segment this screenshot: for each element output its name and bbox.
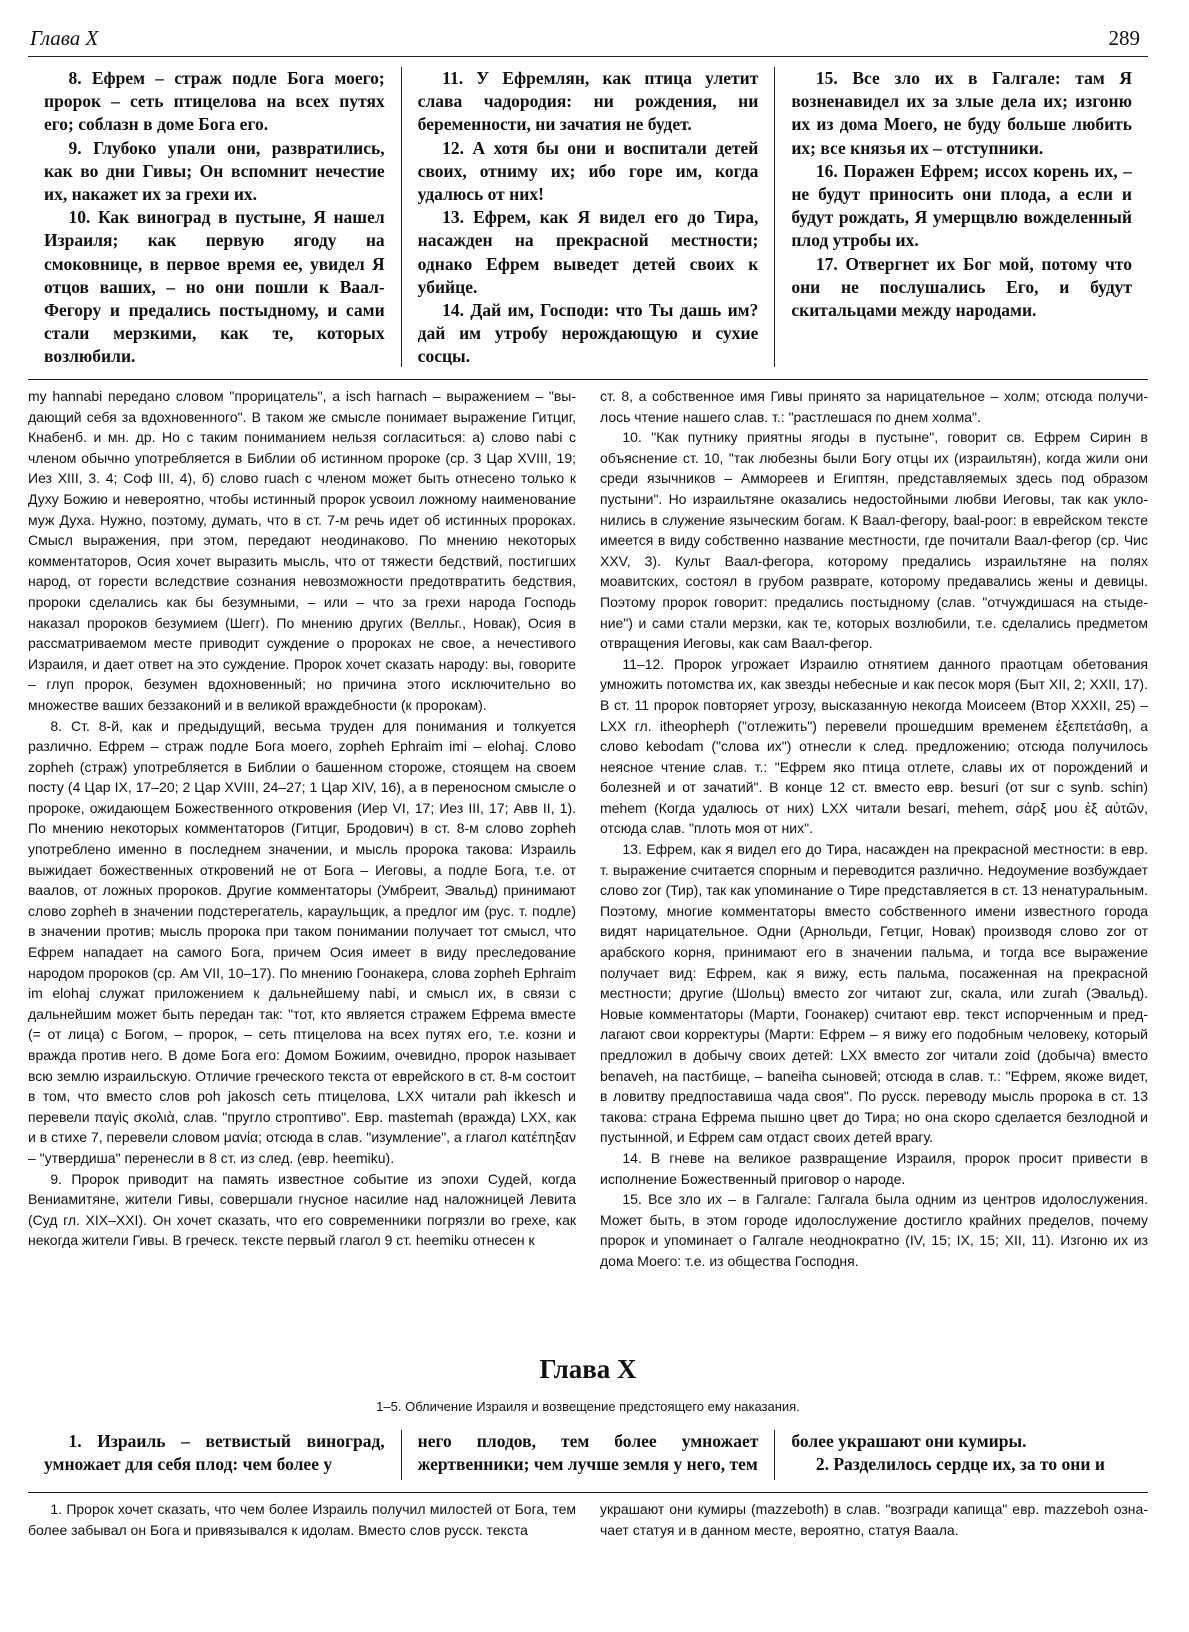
commentary-paragraph: украшают они кумиры (mazzeboth) в слав. "возгради капища" евр. mazzeboh означает статуя и в данном месте, вероятно, статуя Ваала. xyxy=(600,1501,1148,1538)
commentary-paragraph: my hannabi передано словом "прорицатель", а isch harnach – выражением – "выдающий себя за вдохновенного". В таком же смысле понимает выражение Гитциг, Кнабенб. и мн. др. Но с таким пониманием нельзя согласиться: а) слово nabi с членом обычно употребляется в Библии об истинном пророке (ср. 3 Цар XVIII, 19; Иез XIII, 3. 4; Соф III, 4), б) слово ruach с членом может быть отнесено только к Духу Божию и невероятно, чтобы истинный пророк усвоил ложному наименование муж Духа. Нужно, поэтому, думать, что в ст. 7-м речь идет об истинных пророках. Смысл выражения, при этом, передают неодинаково. По мнению некоторых комментаторов, Осия хочет выразить мысль, что от тяжести бедствий, постигших народ, от горести вследствие сознания невозможности предотвратить бедствия, пророки сделались как бы безумными, – или – что за грехи народа Господь наказал пророков безумием (Шегг). По мнению других (Велльг., Новак), Осия в рассматриваемом месте приводит суждение о пророках не свое, а нечестивого Израиля, и дает ответ на это суждение. Пророк хочет сказать народу: вы, говорите – глуп пророк, безумен вдохновенный; но причина этого исключительно во множестве ваших беззаконий и в великой враждебности (к пророкам). xyxy=(28,388,576,713)
verse-1-continued: него плодов, тем более умножает жертвенники; чем лучше земля у него, тем xyxy=(417,1431,759,1475)
book-page xyxy=(28,22,1148,1622)
verse-11: 11. У Ефремлян, как птица улетит слава чадородия: ни рождения, ни беременности, ни зачатия не будет. xyxy=(417,68,759,135)
page-number: 289 xyxy=(1108,26,1140,50)
commentary-paragraph: 15. Все зло их – в Галгале: Галгала была одним из центров идолослужения. Может быть, в этом городе идолослужение достигло крайних пределов, почему пророк и упоминает о Галгале неоднократно (IV, 15; IX, 15; XII, 11). Изгоню их из дома Моего: т.е. из общества Господня. xyxy=(600,1191,1148,1269)
commentary-paragraph: 1. Пророк хочет сказать, что чем более Израиль получил милостей от Бога, тем более забывал он Бога и привязывался к идолам. Вместо слов русск. текста xyxy=(28,1501,576,1538)
scripture-column-2 xyxy=(401,67,775,367)
verse-10: 10. Как виноград в пустыне, Я нашел Израиля; как первую ягоду на смоковнице, в первое время ее, увидел Я отцов ваших, – но они пошли к Ваал-Фегору и предались постыдному, и сами стали мерзкими, как те, которых возлюбили. xyxy=(44,207,385,367)
scripture-column-1 xyxy=(28,67,401,367)
scripture-column-1 xyxy=(28,1430,401,1480)
scripture-column-3 xyxy=(774,67,1148,367)
verse-14: 14. Дай им, Господи: что Ты дашь им? дай им утробу нерождающую и сухие сосцы. xyxy=(417,300,759,367)
verse-13: 13. Ефрем, как Я видел его до Тира, насажден на прекрасной местности; однако Ефрем выведет детей своих к убийце. xyxy=(417,207,759,297)
verse-17: 17. Отвергнет их Бог мой, потому что они не послушались Его, и будут скитальцами между народами. xyxy=(791,253,1133,321)
commentary-column-right xyxy=(600,386,1148,1338)
commentary-paragraph: 8. Ст. 8-й, как и предыдущий, весьма труден для понимания и толкуется различно. Ефрем – страж подле Бога моего, zopheh Ephraim imi – elohaj. Слово zopheh (страж) употребляется в Библии о башенном сторожe, стоящем на своем посту (4 Цар IX, 17–20; 2 Цар XVIII, 24–27; 1 Цар XIV, 16), а в переносном смысле о пророке, ожидающем Божественного откровения (Иер VI, 17; Иез III, 17; Авв II, 1). По мнению некоторых комментаторов (Гитциг, Бродович) в ст. 8-м слово zopheh употреблено именно в последнем значении, и мысль пророка такова: Израиль выжидает божественных откровений не от Бога – Иеговы, а подле Бога, т.е. от ваалов, от ложных пророков. Другие комментаторы (Умбреит, Эвальд) принимают слово zopheh в значении подстерегатель, караульщик, а предлог им (рус. т. подле) в значении против; мысль пророка при таком понимании получает тот смысл, что Ефрем нападает на самого Бога, причем Осия имеет в виду преследование народом пророков (ср. Ам VII, 10–17). По мнению Гоонакера, слова zopheh Ephraim im elohaj служат приложением к дальнейшему nabi, и смысл их, в связи с дальнейшим может быть передан так: "тот, кто является стражем Ефрема вместе (= от лица) с Богом, – пророк, – сеть птицелова на всех путях его, т.е. козни и вражда против него. В доме Бога его: Домом Божиим, очевидно, пророк называет всю землю израильскую. Отличие греческого текста от еврейского в ст. 8-м состоит в том, что вместо слов poh jakosch сеть птицелова, LXX читали pah ikkesch и перевели παγὶς σκολιὰ, слав. "пругло строптиво". Евр. mastemah (вражда) LXX, как и в стихе 7, перевели словом μανία; отсюда в слав. "изумление", а глагол κατέπηξαν – "утвердиша" перенесли в 8 ст. из след. (евр. heemiku). xyxy=(28,717,577,1166)
commentary-top xyxy=(28,386,1148,1338)
scripture-column-3 xyxy=(774,1430,1148,1480)
verse-8: 8. Ефрем – страж подле Бога моего; пророк – сеть птицелова на всех путях его; соблазн в доме Бога его. xyxy=(44,68,385,135)
scripture-column-2 xyxy=(401,1430,775,1480)
verse-1-end: более украшают они кумиры. xyxy=(791,1431,1027,1451)
verse-2: 2. Разделилось сердце их, за то они и xyxy=(815,1454,1105,1475)
running-head-chapter: Глава X xyxy=(30,26,99,50)
commentary-column-left xyxy=(28,1499,576,1540)
commentary-paragraph: 9. Пророк приводит на память известное событие из эпохи Судей, когда Вениамитяне, жители Гивы, совершали гнусное насилие над наложницей Левита (Суд гл. XIX–XXI). Он хочет сказать, что его современники погрязли во грехе, как некогда жители Гивы. В греческ. тексте первый глагол 9 ст. heemiku отнесен к xyxy=(28,1170,576,1249)
section-divider xyxy=(28,1492,1148,1493)
scripture-text-top xyxy=(28,67,1148,367)
commentary-paragraph: 11–12. Пророк угрожает Израилю отнятием данного праотцам обетования умножить потомства их, как звезды небесные и как песок моря (Быт XII, 2; XXII, 17). В ст. 11 пророк повторяет угрозу, высказанную некогда Моисеем (Втор XXXII, 25) – LXX гл. itheopheph ("отлежить") перевели прошедшим временем ἐξεπετάσθη, а слово kebodam ("слова их") отнесли к след. предложению; отсюда получилось неясное чтение слав. т.: "Ефрем яко птица отлете, славы их от порождений и болезней и от зачатий". В конце 12 ст. вместо евр. besuri (от sur с synb. schin) mehem (Когда удалюсь от них) LXX читали besari, mehem, σάρξ μου ἐξ αὐτῶν, отсюда слав. "плоть моя от них". xyxy=(600,655,1148,837)
section-divider xyxy=(28,379,1148,380)
commentary-bottom xyxy=(28,1499,1148,1540)
commentary-paragraph: ст. 8, а собственное имя Гивы принято за нарицательное – холм; отсюда получилось чтение нашего слав. т.: "растлешася по днем холма". xyxy=(600,388,1148,425)
chapter-title: Глава X xyxy=(539,1354,637,1384)
chapter-summary: 1–5. Обличение Израиля и возвещение предстоящего ему наказания. xyxy=(376,1399,800,1414)
commentary-column-left xyxy=(28,386,576,1338)
commentary-paragraph: 10. "Как путнику приятны ягоды в пустыне", говорит св. Ефрем Сирин в объяснение ст. 10, "так любезны были Богу отцы их (израильтян), когда жили они среди язычников – Аммореев и Египтян, представляемых здесь под образом пустыни". Но израильтяне оказались недостойными любви Иеговы, так как уклонились в служение языческим богам. К Ваал-фегору, baal-poor: в еврейском тексте имеется в виду собственно название местности, где почитали Ваал-фегор (ср. Чис XXV, 3). Культ Ваал-фегора, которому предались израильтяне на полях моавитских, состоял в грубом разврате, которому предавались жены и девицы. Поэтому пророк говорит: предались постыдному (слав. "отчуждишася на стыдение") и сами стали мерзки, как те, которых возлюбили, т.е. сделались предметом отвращения Иеговы, как сам Ваал-фегор. xyxy=(600,429,1148,652)
scripture-text-bottom xyxy=(28,1430,1148,1480)
commentary-paragraph: 13. Ефрем, как я видел его до Тира, насажден на прекрасной местности: в евр. т. выражение считается спорным и переводится различно. Недоумение возбуждает слово zor (Тир), так как упоминание о Тире представляется в ст. 13 ненатуральным. Поэтому, многие комментаторы вместо собственного имени известного города видят нарицательное. Одни (Арнольди, Гетциг, Новак) производя слово zor от арабского корня, принимают его в значении пальма, и тогда все выражение получает вид: Ефрем, как я вижу, есть пальма, посаженная на прекрасной местности; другие (Шольц) вместо zor читают zur, скала, или zurah (Эвальд). Новые комментаторы (Марти, Гоонакер) считают евр. текст испорченным и предлагают свои корректуры (Марти: Ефрем – я вижу его подобным человеку, который предложил в добычу своих детей: LXX вместо zor читали zoid (добыча) вместо benaveh, на пастбище, – baneiha сыновей; отсюда в слав. т.: "Ефрем, якоже видет, в ловитву предпоставиша чада своя". По русск. переводу мысль пророка в ст. 13 такова: страна Ефрема пышно цвет до Тира; но она скоро сделается безлодной и пустынной, и Ефрем сам отдаст своих детей врагу. xyxy=(600,841,1148,1146)
verse-12: 12. А хотя бы они и воспитали детей своих, отниму их; ибо горе им, когда удалюсь от них! xyxy=(417,137,759,205)
running-head xyxy=(28,22,1148,57)
verse-9: 9. Глубоко упали они, развратились, как во дни Гивы; Он вспомнит нечестие их, накажет их за грехи их. xyxy=(44,137,385,205)
verse-15: 15. Все зло их в Галгале: там Я возненавидел их за злые дела их; изгоню их из дома Моего, не буду больше любить их; все князья их – отступники. xyxy=(791,68,1133,158)
commentary-column-right xyxy=(600,1499,1148,1540)
commentary-paragraph: 14. В гневе на великое развращение Израиля, пророк просит привести в исполнение Божественный приговор о народе. xyxy=(600,1149,1148,1187)
verse-1: 1. Израиль – ветвистый виноград, умножает для себя плод: чем более у xyxy=(44,1431,385,1475)
verse-16: 16. Поражен Ефрем; иссох корень их, – не будут приносить они плода, а если и будут рождать, Я умерщвлю вожделенный плод утробы их. xyxy=(791,160,1133,251)
